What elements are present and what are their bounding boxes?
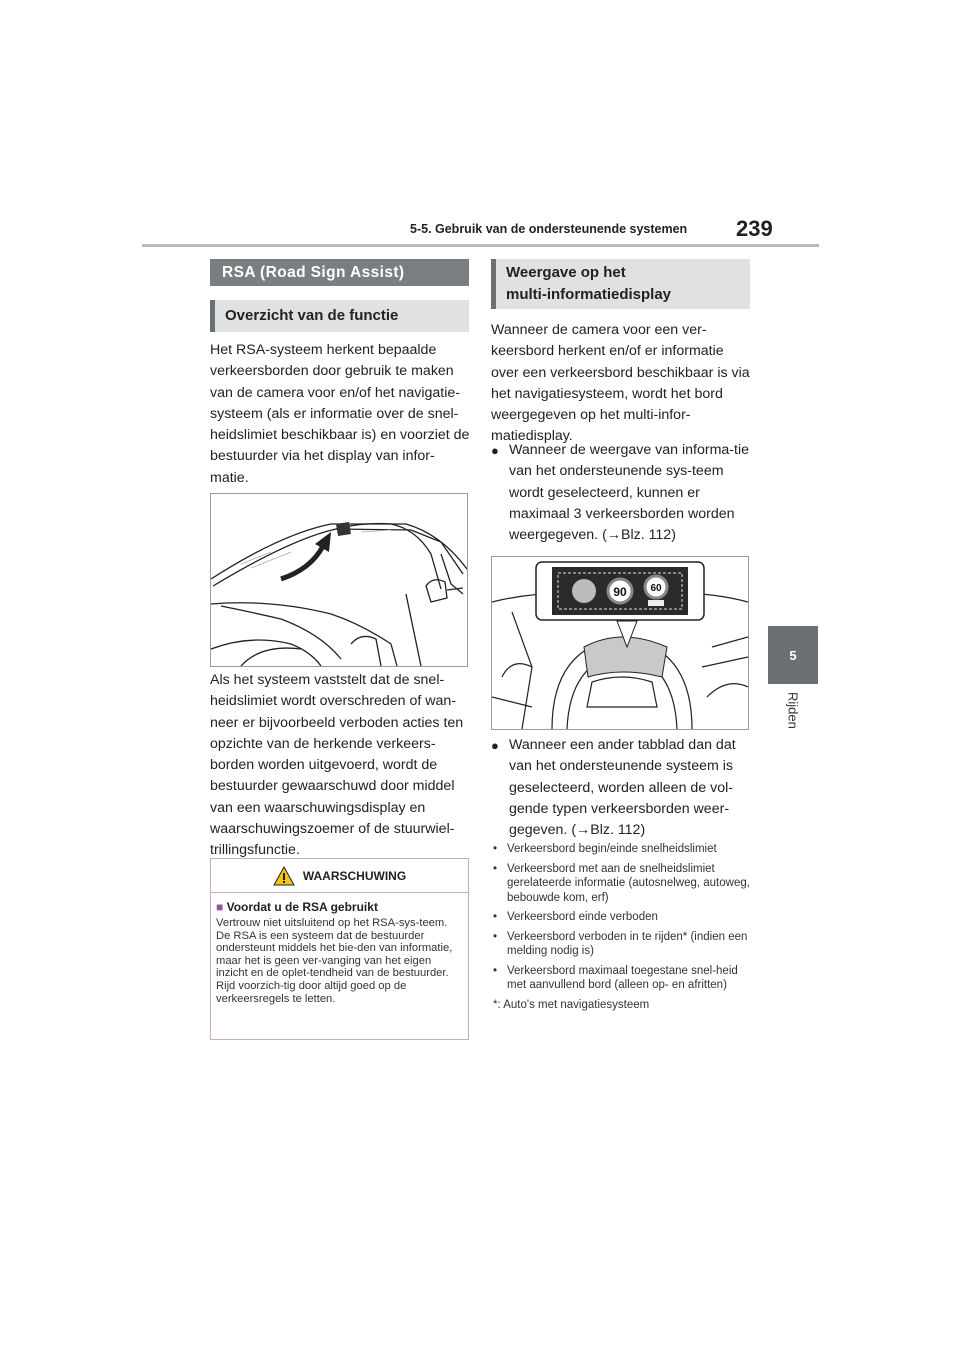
warning-subtitle-text: Voordat u de RSA gebruikt	[226, 900, 378, 914]
speed-sign-90: 90	[613, 585, 627, 599]
list-item-text: Verkeersbord begin/einde snelheidslimiet	[507, 843, 717, 855]
display-paragraph: Wanneer de camera voor een ver-keersbord herkent en/of er informatie over een verkeersbord beschikbaar is via het navigatiesysteem, wordt het bord weergegeven op het multi-infor-matiedisplay.	[491, 322, 750, 445]
list-item-text: Verkeersbord verboden in te rijden* (indien een melding nodig is)	[507, 930, 748, 957]
heading-line-1: Weergave op het	[506, 264, 626, 281]
warning-box	[210, 858, 469, 1040]
square-bullet-icon: ■	[216, 900, 224, 914]
speed-sign-60: 60	[650, 583, 662, 594]
subsection-heading-display	[491, 259, 750, 309]
dashboard-drawing	[492, 557, 748, 729]
warning-triangle-icon	[273, 866, 295, 886]
list-item: • Verkeersbord met aan de snelheidslimiet gerelateerde informatie (autosnelweg, autoweg, bebouwde kom, erf)	[493, 862, 755, 906]
dashboard-display-illustration	[491, 556, 749, 730]
intro-paragraph: Het RSA-systeem herkent bepaalde verkeersborden door gebruik te maken van de camera voor en/of het navigatie-systeem (als er informatie over de snel-heidslimiet beschikbaar is) en voorziet de bestuurder via het display van infor-matie.	[210, 342, 470, 486]
list-item-text: Verkeersbord maximaal toegestane snel-heid met aanvullend bord (alleen op- en afritten)	[507, 964, 738, 991]
list-item: • Verkeersbord begin/einde snelheidslimiet	[493, 843, 717, 855]
list-item: • Verkeersbord maximaal toegestane snel-heid met aanvullend bord (alleen op- en afritten)	[493, 964, 755, 993]
section-title: 5-5. Gebruik van de ondersteunende systemen	[410, 222, 688, 236]
warning-header	[211, 859, 468, 893]
bullet-dot-icon: ●	[491, 738, 499, 753]
section-heading: RSA (Road Sign Assist)	[210, 259, 469, 286]
windshield-camera-illustration	[210, 493, 468, 667]
warning-subtitle	[216, 900, 468, 914]
bullet-dot-icon: ●	[491, 443, 499, 458]
heading-line-2: multi-informatiedisplay	[506, 286, 672, 303]
list-item: • Verkeersbord einde verboden	[493, 911, 658, 923]
bullet-item	[491, 440, 753, 546]
bullet-item	[491, 735, 753, 841]
sign-type-list	[493, 842, 755, 1012]
warning-title: WAARSCHUWING	[302, 868, 407, 883]
chapter-label: Rijden	[785, 692, 801, 729]
warning-text: Vertrouw niet uitsluitend op het RSA-sys-teem. De RSA is een systeem dat de bestuurder ondersteunt middels het bie-den van informatie, maar het is geen ver-vanging van het eigen inzicht en de oplet-tendheid van de bestuurder. Rijd voorzich-tig door altijd goed op de verkeersregels te letten.	[216, 917, 453, 1005]
warning-paragraph: Als het systeem vaststelt dat de snel-heidslimiet wordt overschreden of wan-neer er bijvoorbeeld verboden acties ten opzichte van de herkende verkeers-borden worden uitgevoerd, wordt de bestuurder gewaarschuwd door middel van een waarschuwingsdisplay en waarschuwingszoemer of de stuurwiel-trillingsfunctie.	[210, 672, 464, 859]
list-item: • Verkeersbord verboden in te rijden* (indien een melding nodig is)	[493, 930, 755, 959]
bullet-text: Wanneer de weergave van informa-tie van het ondersteunende sys-teem wordt geselecteerd, kunnen er maximaal 3 verkeersborden worden weergegeven. (→Blz. 112)	[509, 442, 749, 544]
header-divider	[142, 244, 819, 247]
footnote: *: Auto's met navigatiesysteem	[493, 998, 650, 1011]
page-number: 239	[736, 216, 773, 241]
list-item-text: Verkeersbord met aan de snelheidslimiet gerelateerde informatie (autosnelweg, autoweg, bebouwde kom, erf)	[507, 862, 750, 904]
bullet-text: Wanneer een ander tabblad dan dat van het ondersteunende systeem is geselecteerd, worden alleen de vol-gende typen verkeersborden weer-gegeven. (→Blz. 112)	[509, 737, 736, 839]
chapter-tab: 5	[768, 626, 818, 684]
subsection-heading: Overzicht van de functie	[210, 300, 469, 332]
car-windshield-drawing	[211, 494, 467, 666]
list-item-text: Verkeersbord einde verboden	[507, 911, 658, 923]
